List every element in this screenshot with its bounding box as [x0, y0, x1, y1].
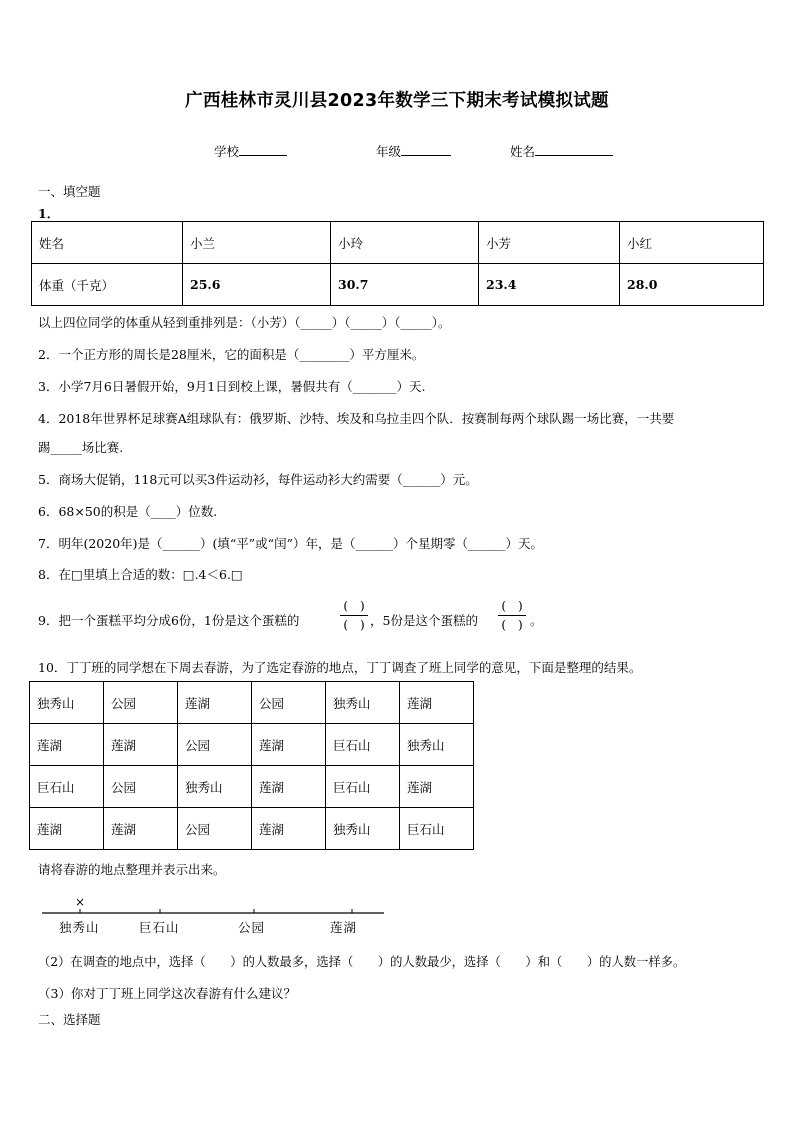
- weight-value-cell: 23.4: [479, 264, 620, 306]
- school-field: [214, 142, 287, 160]
- question-1-number: 1．: [38, 206, 60, 221]
- survey-cell: 公园: [104, 766, 178, 808]
- weight-header-cell: 小红: [620, 222, 764, 264]
- grade-blank: [401, 143, 451, 156]
- question-8: 8．在□里填上合适的数：□.4＜6.□: [38, 567, 243, 582]
- tally-mark: ×: [75, 895, 86, 909]
- grade-field: [376, 142, 451, 160]
- weight-value-cell: 30.7: [331, 264, 479, 306]
- fraction-denominator: ( ): [501, 618, 523, 632]
- survey-cell: 莲湖: [252, 808, 326, 850]
- survey-cell: 独秀山: [326, 808, 400, 850]
- survey-cell: 莲湖: [178, 682, 252, 724]
- survey-cell: 莲湖: [104, 808, 178, 850]
- fraction-numerator: ( ): [343, 599, 365, 613]
- section-heading-multiple-choice: 二、选择题: [38, 1012, 101, 1027]
- fraction-numerator: ( ): [501, 599, 523, 613]
- name-field: [510, 142, 613, 160]
- survey-cell: 莲湖: [252, 724, 326, 766]
- survey-cell: 莲湖: [30, 724, 104, 766]
- survey-cell: 独秀山: [400, 724, 474, 766]
- question-10-sub-2: （2）在调查的地点中，选择（ ）的人数最多，选择（ ）的人数最少，选择（ ）和（ ）的人数一样多。: [38, 955, 686, 969]
- question-5: 5．商场大促销，118元可以买3件运动衫，每件运动衫大约需要（______）元。: [38, 472, 478, 487]
- axis-label: 公园: [238, 920, 266, 935]
- weight-header-cell: 小玲: [331, 222, 479, 264]
- question-10-text: 10．丁丁班的同学想在下周去春游，为了选定春游的地点，丁丁调查了班上同学的意见，下面是整理的结果。: [38, 660, 642, 675]
- fraction-blank: [340, 598, 368, 633]
- survey-cell: 莲湖: [400, 682, 474, 724]
- question-3: 3．小学7月6日暑假开始，9月1日到校上课，暑假共有（_______）天.: [38, 379, 426, 394]
- fraction-blank: [498, 598, 526, 633]
- page-title: 广西桂林市灵川县2023年数学三下期末考试模拟试题: [185, 91, 609, 111]
- survey-cell: 独秀山: [30, 682, 104, 724]
- weight-header-cell: 小兰: [183, 222, 331, 264]
- survey-cell: 莲湖: [400, 766, 474, 808]
- axis-label: 独秀山: [59, 920, 100, 935]
- name-label: 姓名: [510, 144, 536, 159]
- axis-label: 巨石山: [139, 920, 180, 935]
- fraction-bar: [498, 615, 526, 616]
- name-blank: [535, 143, 613, 156]
- survey-cell: 巨石山: [30, 766, 104, 808]
- question-10-sub-3: （3）你对丁丁班上同学这次春游有什么建议？: [38, 986, 296, 1001]
- fraction-bar: [340, 615, 368, 616]
- survey-cell: 公园: [252, 682, 326, 724]
- question-9-part-2: ，5份是这个蛋糕的: [370, 613, 478, 628]
- survey-cell: 独秀山: [178, 766, 252, 808]
- survey-cell: 独秀山: [326, 682, 400, 724]
- weight-header-cell: 姓名: [32, 222, 183, 264]
- question-4-line-1: 4．2018年世界杯足球赛A组球队有：俄罗斯、沙特、埃及和乌拉圭四个队．按赛制每两个球队踢一场比赛，一共要: [38, 411, 675, 426]
- survey-cell: 公园: [178, 808, 252, 850]
- section-heading-fill-blank: 一、填空题: [38, 184, 101, 199]
- question-1-text: 以上四位同学的体重从轻到重排列是：（小芳）（_____）（_____）（_____）。: [38, 315, 451, 330]
- survey-cell: 公园: [104, 682, 178, 724]
- survey-cell: 莲湖: [252, 766, 326, 808]
- survey-cell: 巨石山: [400, 808, 474, 850]
- school-label: 学校: [214, 144, 240, 159]
- grade-label: 年级: [376, 144, 402, 159]
- school-blank: [239, 143, 287, 156]
- weight-table: [31, 221, 764, 306]
- question-2: 2．一个正方形的周长是28厘米，它的面积是（________）平方厘米。: [38, 347, 425, 362]
- question-7: 7．明年(2020年)是（______）(填“平”或“闰”）年，是（______）个星期零（______）天。: [38, 536, 543, 551]
- tally-axis: [38, 895, 388, 917]
- survey-table: [29, 681, 474, 850]
- survey-cell: 莲湖: [30, 808, 104, 850]
- question-9-part-1: 9．把一个蛋糕平均分成6份，1份是这个蛋糕的: [38, 613, 300, 628]
- question-4-line-2: 踢_____场比赛.: [38, 440, 124, 455]
- axis-label: 莲湖: [330, 920, 358, 935]
- survey-cell: 莲湖: [104, 724, 178, 766]
- fraction-denominator: ( ): [343, 618, 365, 632]
- question-10-instruction: 请将春游的地点整理并表示出来。: [38, 862, 226, 877]
- weight-row-label: 体重（千克）: [32, 264, 183, 306]
- question-9-part-3: 。: [530, 613, 543, 628]
- weight-header-cell: 小芳: [479, 222, 620, 264]
- question-6: 6．68×50的积是（____）位数.: [38, 504, 218, 519]
- weight-value-cell: 28.0: [620, 264, 764, 306]
- survey-cell: 巨石山: [326, 724, 400, 766]
- survey-cell: 公园: [178, 724, 252, 766]
- survey-cell: 巨石山: [326, 766, 400, 808]
- weight-value-cell: 25.6: [183, 264, 331, 306]
